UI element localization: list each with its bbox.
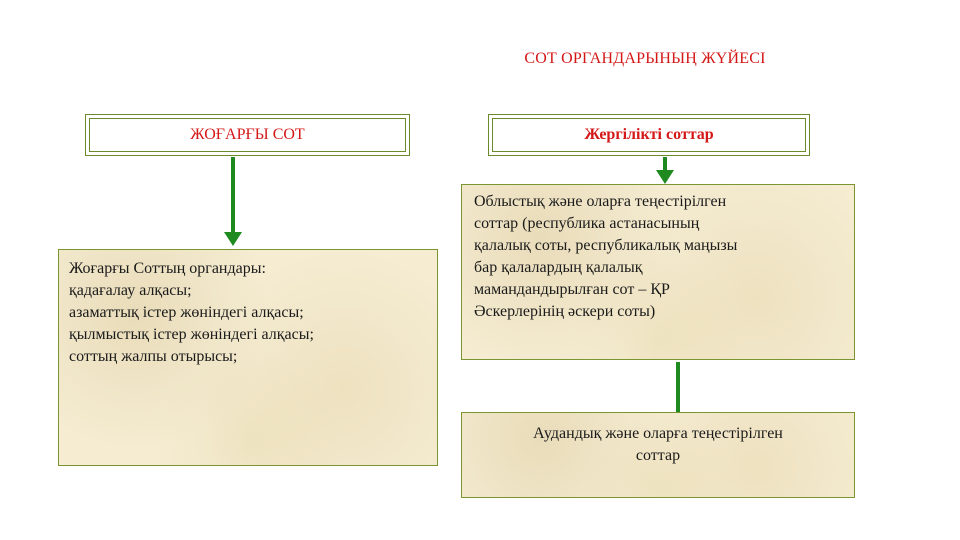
box-line: мамандандырылған сот – ҚР bbox=[474, 281, 670, 298]
box-line: Жоғарғы Соттың органдары: bbox=[69, 260, 266, 277]
box-line: қылмыстық істер жөніндегі алқасы; bbox=[69, 326, 314, 343]
box-line: бар қалалардың қалалық bbox=[474, 259, 643, 276]
box-line: қалалық соты, республикалық маңызы bbox=[474, 237, 738, 254]
box-line: қадағалау алқасы; bbox=[69, 282, 192, 299]
box-line: Аудандық және оларға теңестірілген bbox=[533, 425, 783, 442]
local-courts-header-label: Жергілікті соттар bbox=[492, 118, 806, 152]
connector-line bbox=[676, 362, 680, 414]
box-line: азаматтық істер жөніндегі алқасы; bbox=[69, 304, 304, 321]
arrow-left-shaft bbox=[231, 157, 235, 233]
district-courts-box bbox=[461, 412, 855, 498]
box-line: соттың жалпы отырысы; bbox=[69, 348, 238, 365]
arrow-right-head bbox=[656, 170, 674, 184]
supreme-court-header-label: ЖОҒАРҒЫ СОТ bbox=[89, 118, 406, 152]
arrow-right-shaft bbox=[663, 157, 667, 171]
box-line: Әскерлерінің әскери соты) bbox=[474, 303, 656, 320]
supreme-court-header bbox=[85, 114, 410, 156]
diagram-title: СОТ ОРГАНДАРЫНЫҢ ЖҮЙЕСІ bbox=[524, 50, 766, 67]
supreme-court-organs-box bbox=[58, 249, 438, 466]
box-line: Облыстық және оларға теңестірілген bbox=[474, 193, 727, 210]
regional-courts-box bbox=[461, 184, 855, 360]
local-courts-header bbox=[488, 114, 810, 156]
box-line: соттар (республика астанасының bbox=[474, 215, 700, 232]
box-line: соттар bbox=[635, 447, 681, 464]
arrow-left-head bbox=[224, 232, 242, 246]
